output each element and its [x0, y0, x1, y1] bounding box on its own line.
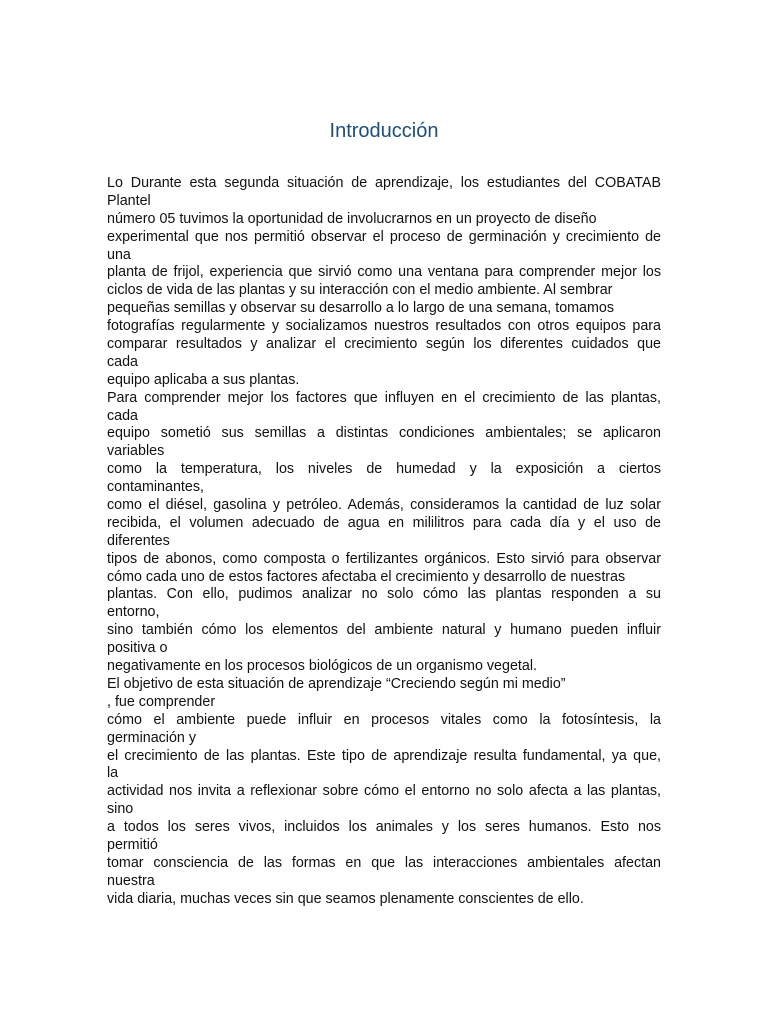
text-line: negativamente en los procesos biológicos de un organismo vegetal. — [107, 658, 537, 675]
text-line: cada — [107, 353, 139, 370]
text-line: equipo aplicaba a sus plantas. — [107, 371, 300, 388]
text-line: cómo cada uno de estos factores afectaba el crecimiento y desarrollo de nuestras — [107, 568, 626, 585]
text-line: permitió — [107, 836, 158, 853]
text-line: germinación y — [107, 729, 196, 746]
text-line: entorno, — [107, 604, 160, 621]
text-line: Para comprender mejor los factores que influyen en el crecimiento de las plantas, — [107, 389, 661, 406]
page-title: Introducción — [329, 120, 439, 142]
text-line: fotografías regularmente y socializamos nuestros resultados con otros equipos para — [107, 318, 661, 335]
text-line: actividad nos invita a reflexionar sobre cómo el entorno no solo afecta a las plantas, — [107, 783, 661, 800]
text-line: ciclos de vida de las plantas y su interacción con el medio ambiente. Al sembrar — [107, 282, 613, 299]
text-line: diferentes — [107, 532, 170, 549]
text-line: Lo Durante esta segunda situación de aprendizaje, los estudiantes del COBATAB — [107, 175, 661, 191]
text-line: variables — [107, 443, 165, 460]
text-line: recibida, el volumen adecuado de agua en mililitros para cada día y el uso de — [107, 514, 661, 531]
text-line: una — [107, 246, 131, 263]
text-line: , fue comprender — [107, 693, 216, 710]
text-line: positiva o — [107, 640, 168, 657]
text-line: como la temperatura, los niveles de humedad y la exposición a ciertos — [107, 461, 661, 478]
text-line: contaminantes, — [107, 479, 204, 496]
text-line: número 05 tuvimos la oportunidad de involucrarnos en un proyecto de diseño — [107, 210, 597, 227]
text-line: a todos los seres vivos, incluidos los animales y los seres humanos. Esto nos — [107, 819, 661, 836]
text-line: tomar consciencia de las formas en que las interacciones ambientales afectan — [107, 854, 661, 871]
text-line: plantas. Con ello, pudimos analizar no solo cómo las plantas responden a su — [107, 586, 661, 603]
text-line: nuestra — [107, 872, 155, 889]
text-line: Plantel — [107, 192, 151, 209]
text-line: la — [107, 765, 119, 782]
text-line: sino — [107, 801, 134, 818]
text-line: cómo el ambiente puede influir en procesos vitales como la fotosíntesis, la — [107, 711, 661, 728]
text-line: como el diésel, gasolina y petróleo. Además, consideramos la cantidad de luz solar — [107, 497, 661, 514]
text-line: sino también cómo los elementos del ambiente natural y humano pueden influir — [107, 622, 661, 639]
text-line: el crecimiento de las plantas. Este tipo de aprendizaje resulta fundamental, ya que, — [107, 747, 661, 764]
text-line: tipos de abonos, como composta o fertilizantes orgánicos. Esto sirvió para observar — [107, 550, 661, 567]
text-line: equipo sometió sus semillas a distintas condiciones ambientales; se aplicaron — [107, 425, 661, 442]
text-line: El objetivo de esta situación de aprendizaje “Creciendo según mi medio” — [107, 675, 566, 692]
text-line: experimental que nos permitió observar el proceso de germinación y crecimiento de — [107, 228, 661, 245]
text-line: vida diaria, muchas veces sin que seamos plenamente conscientes de ello. — [107, 890, 584, 907]
text-line: cada — [107, 407, 139, 424]
body-paragraphs — [107, 175, 661, 909]
text-line: pequeñas semillas y observar su desarrollo a lo largo de una semana, tomamos — [107, 300, 615, 317]
text-line: planta de frijol, experiencia que sirvió como una ventana para comprender mejor los — [107, 264, 661, 281]
text-line: comparar resultados y analizar el crecimiento según los diferentes cuidados que — [107, 336, 661, 353]
